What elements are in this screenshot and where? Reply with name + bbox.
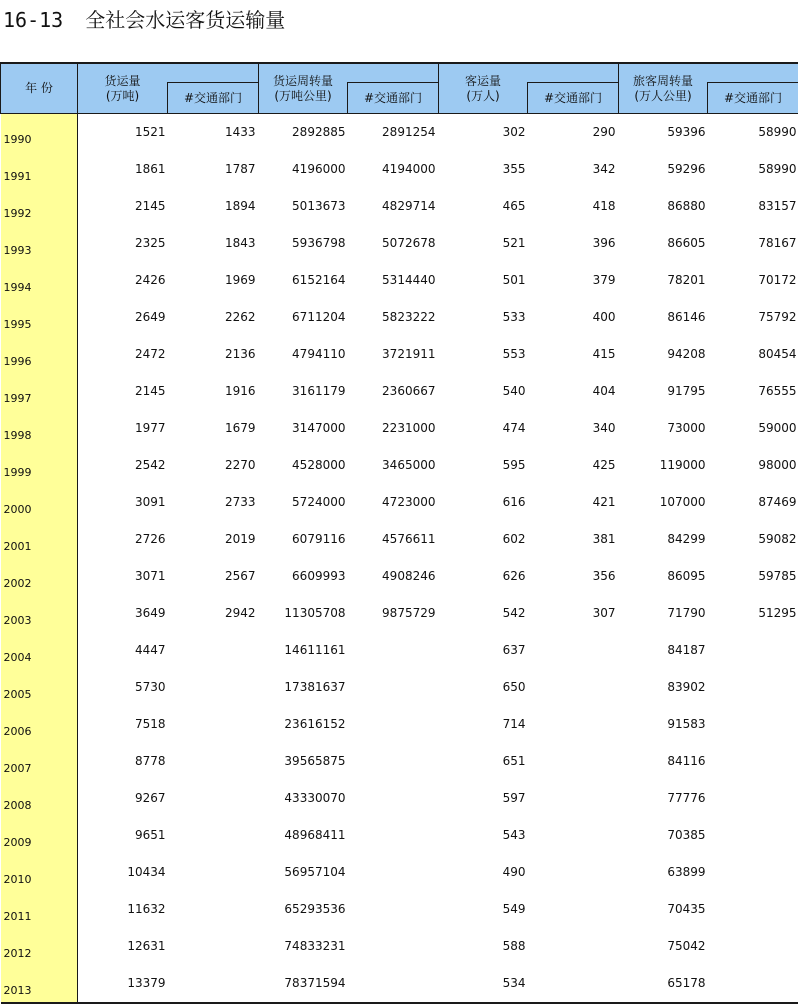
freight-volume-header: 货运量 (万吨)	[78, 63, 168, 113]
freight-volume-cell: 2325	[78, 225, 168, 262]
freight-turnover-transport-dept-cell: 2360667	[348, 373, 439, 410]
freight-turnover-transport-dept-cell	[348, 817, 439, 854]
freight-volume-transport-dept-cell	[168, 817, 259, 854]
freight-turnover-cell: 3147000	[259, 410, 348, 447]
passenger-turnover-transport-dept-cell	[708, 891, 798, 928]
passenger-turnover-cell: 59296	[619, 151, 708, 188]
passenger-turnover-transport-dept-cell: 59000	[708, 410, 798, 447]
passenger-turnover-cell: 75042	[619, 928, 708, 965]
table-row	[1, 373, 798, 410]
freight-turnover-transport-dept-header: #交通部门	[348, 82, 439, 113]
freight-turnover-cell: 6609993	[259, 558, 348, 595]
table-row	[1, 151, 798, 188]
freight-volume-cell: 10434	[78, 854, 168, 891]
table-row	[1, 632, 798, 669]
passenger-turnover-transport-dept-cell	[708, 854, 798, 891]
passenger-volume-cell: 651	[439, 743, 528, 780]
passenger-volume-cell: 540	[439, 373, 528, 410]
freight-volume-transport-dept-cell: 2733	[168, 484, 259, 521]
freight-turnover-cell: 65293536	[259, 891, 348, 928]
year-cell: 2008	[1, 780, 78, 817]
freight-volume-transport-dept-cell	[168, 706, 259, 743]
passenger-turnover-cell: 84116	[619, 743, 708, 780]
freight-turnover-cell: 43330070	[259, 780, 348, 817]
table-row	[1, 188, 798, 225]
freight-volume-cell: 2426	[78, 262, 168, 299]
freight-turnover-transport-dept-cell: 4829714	[348, 188, 439, 225]
freight-turnover-cell: 39565875	[259, 743, 348, 780]
freight-turnover-cell: 56957104	[259, 854, 348, 891]
passenger-volume-transport-dept-cell: 381	[528, 521, 619, 558]
year-cell: 1994	[1, 262, 78, 299]
freight-volume-cell: 3649	[78, 595, 168, 632]
freight-turnover-cell: 4794110	[259, 336, 348, 373]
freight-turnover-transport-dept-cell	[348, 632, 439, 669]
freight-volume-cell: 11632	[78, 891, 168, 928]
freight-volume-transport-dept-cell: 2567	[168, 558, 259, 595]
passenger-volume-cell: 533	[439, 299, 528, 336]
year-cell: 1999	[1, 447, 78, 484]
year-cell: 1995	[1, 299, 78, 336]
passenger-volume-cell: 355	[439, 151, 528, 188]
year-cell: 2009	[1, 817, 78, 854]
freight-turnover-transport-dept-cell	[348, 965, 439, 1003]
passenger-turnover-header-spacer	[708, 63, 798, 82]
freight-turnover-transport-dept-cell	[348, 706, 439, 743]
passenger-volume-transport-dept-cell: 379	[528, 262, 619, 299]
freight-volume-transport-dept-cell: 2019	[168, 521, 259, 558]
passenger-volume-transport-dept-header: #交通部门	[528, 82, 619, 113]
freight-volume-transport-dept-header: #交通部门	[168, 82, 259, 113]
passenger-volume-cell: 549	[439, 891, 528, 928]
passenger-volume-cell: 465	[439, 188, 528, 225]
passenger-turnover-transport-dept-cell: 87469	[708, 484, 798, 521]
freight-volume-cell: 12631	[78, 928, 168, 965]
freight-turnover-transport-dept-cell	[348, 891, 439, 928]
year-cell: 2003	[1, 595, 78, 632]
passenger-turnover-cell: 91795	[619, 373, 708, 410]
passenger-turnover-transport-dept-cell: 59785	[708, 558, 798, 595]
year-cell: 2006	[1, 706, 78, 743]
freight-volume-cell: 9267	[78, 780, 168, 817]
page-title	[3, 4, 285, 33]
table-row	[1, 447, 798, 484]
freight-volume-cell: 1977	[78, 410, 168, 447]
freight-turnover-transport-dept-cell	[348, 743, 439, 780]
passenger-volume-cell: 602	[439, 521, 528, 558]
table-row	[1, 780, 798, 817]
passenger-volume-transport-dept-cell	[528, 891, 619, 928]
freight-turnover-transport-dept-cell: 2231000	[348, 410, 439, 447]
passenger-turnover-transport-dept-cell	[708, 706, 798, 743]
freight-volume-cell: 1861	[78, 151, 168, 188]
passenger-volume-cell: 542	[439, 595, 528, 632]
passenger-volume-cell: 588	[439, 928, 528, 965]
freight-volume-cell: 1521	[78, 113, 168, 151]
freight-turnover-transport-dept-cell: 4723000	[348, 484, 439, 521]
passenger-turnover-transport-dept-header: #交通部门	[708, 82, 798, 113]
passenger-volume-cell: 490	[439, 854, 528, 891]
passenger-turnover-cell: 86605	[619, 225, 708, 262]
passenger-volume-transport-dept-cell: 340	[528, 410, 619, 447]
freight-volume-transport-dept-cell	[168, 632, 259, 669]
table-row	[1, 299, 798, 336]
table-row	[1, 410, 798, 447]
data-table	[0, 62, 798, 1004]
freight-turnover-cell: 6152164	[259, 262, 348, 299]
year-cell: 2000	[1, 484, 78, 521]
passenger-volume-cell: 637	[439, 632, 528, 669]
freight-turnover-header-spacer	[348, 63, 439, 82]
passenger-turnover-transport-dept-cell	[708, 780, 798, 817]
freight-volume-cell: 3071	[78, 558, 168, 595]
passenger-volume-transport-dept-cell: 400	[528, 299, 619, 336]
passenger-turnover-cell: 59396	[619, 113, 708, 151]
passenger-turnover-transport-dept-cell: 58990	[708, 151, 798, 188]
freight-turnover-cell: 2892885	[259, 113, 348, 151]
passenger-turnover-cell: 107000	[619, 484, 708, 521]
freight-volume-cell: 2649	[78, 299, 168, 336]
passenger-volume-transport-dept-cell	[528, 854, 619, 891]
table-row	[1, 262, 798, 299]
freight-turnover-cell: 5013673	[259, 188, 348, 225]
year-cell: 2005	[1, 669, 78, 706]
passenger-volume-transport-dept-cell	[528, 965, 619, 1003]
passenger-volume-transport-dept-cell: 290	[528, 113, 619, 151]
freight-volume-transport-dept-cell: 1894	[168, 188, 259, 225]
passenger-volume-header: 客运量 (万人)	[439, 63, 528, 113]
passenger-turnover-cell: 91583	[619, 706, 708, 743]
year-cell: 1993	[1, 225, 78, 262]
passenger-turnover-transport-dept-cell: 59082	[708, 521, 798, 558]
year-cell: 1990	[1, 113, 78, 151]
freight-turnover-cell: 17381637	[259, 669, 348, 706]
freight-volume-transport-dept-cell: 1843	[168, 225, 259, 262]
passenger-volume-cell: 474	[439, 410, 528, 447]
freight-turnover-transport-dept-cell: 3465000	[348, 447, 439, 484]
freight-turnover-cell: 74833231	[259, 928, 348, 965]
freight-turnover-transport-dept-cell	[348, 780, 439, 817]
freight-turnover-cell: 3161179	[259, 373, 348, 410]
passenger-turnover-transport-dept-cell	[708, 817, 798, 854]
year-cell: 1996	[1, 336, 78, 373]
freight-volume-transport-dept-cell: 1787	[168, 151, 259, 188]
freight-turnover-cell: 5936798	[259, 225, 348, 262]
passenger-turnover-cell: 65178	[619, 965, 708, 1003]
passenger-volume-transport-dept-cell: 425	[528, 447, 619, 484]
freight-volume-transport-dept-cell	[168, 965, 259, 1003]
passenger-turnover-cell: 73000	[619, 410, 708, 447]
freight-volume-transport-dept-cell: 1679	[168, 410, 259, 447]
passenger-turnover-transport-dept-cell	[708, 632, 798, 669]
freight-volume-cell: 2726	[78, 521, 168, 558]
passenger-turnover-transport-dept-cell	[708, 669, 798, 706]
table-row	[1, 484, 798, 521]
freight-turnover-transport-dept-cell: 5823222	[348, 299, 439, 336]
freight-volume-cell: 7518	[78, 706, 168, 743]
freight-turnover-transport-dept-cell: 4908246	[348, 558, 439, 595]
passenger-volume-cell: 534	[439, 965, 528, 1003]
passenger-volume-cell: 553	[439, 336, 528, 373]
passenger-volume-cell: 714	[439, 706, 528, 743]
year-cell: 1991	[1, 151, 78, 188]
passenger-turnover-transport-dept-cell: 98000	[708, 447, 798, 484]
freight-volume-cell: 5730	[78, 669, 168, 706]
freight-turnover-transport-dept-cell	[348, 928, 439, 965]
passenger-turnover-cell: 86146	[619, 299, 708, 336]
passenger-volume-cell: 650	[439, 669, 528, 706]
table-row	[1, 669, 798, 706]
passenger-volume-cell: 595	[439, 447, 528, 484]
passenger-turnover-transport-dept-cell: 75792	[708, 299, 798, 336]
table-row	[1, 743, 798, 780]
table-row	[1, 891, 798, 928]
passenger-volume-transport-dept-cell: 418	[528, 188, 619, 225]
passenger-volume-transport-dept-cell	[528, 817, 619, 854]
freight-turnover-cell: 4528000	[259, 447, 348, 484]
freight-turnover-cell: 11305708	[259, 595, 348, 632]
table-row	[1, 336, 798, 373]
passenger-volume-transport-dept-cell	[528, 928, 619, 965]
passenger-volume-cell: 626	[439, 558, 528, 595]
year-cell: 2002	[1, 558, 78, 595]
freight-volume-cell: 8778	[78, 743, 168, 780]
freight-volume-transport-dept-cell: 1433	[168, 113, 259, 151]
freight-volume-transport-dept-cell	[168, 891, 259, 928]
year-cell: 1998	[1, 410, 78, 447]
passenger-turnover-cell: 78201	[619, 262, 708, 299]
passenger-volume-transport-dept-cell: 421	[528, 484, 619, 521]
freight-turnover-transport-dept-cell: 4576611	[348, 521, 439, 558]
passenger-volume-cell: 501	[439, 262, 528, 299]
passenger-turnover-transport-dept-cell: 58990	[708, 113, 798, 151]
passenger-volume-transport-dept-cell	[528, 780, 619, 817]
passenger-volume-transport-dept-cell	[528, 632, 619, 669]
freight-volume-header-spacer	[168, 63, 259, 82]
freight-turnover-transport-dept-cell: 4194000	[348, 151, 439, 188]
passenger-turnover-cell: 84187	[619, 632, 708, 669]
passenger-turnover-transport-dept-cell: 51295	[708, 595, 798, 632]
freight-turnover-cell: 48968411	[259, 817, 348, 854]
table-number: 16-13	[3, 8, 63, 32]
table-row	[1, 706, 798, 743]
freight-volume-cell: 2472	[78, 336, 168, 373]
year-cell: 2010	[1, 854, 78, 891]
freight-volume-cell: 4447	[78, 632, 168, 669]
passenger-turnover-transport-dept-cell: 80454	[708, 336, 798, 373]
table-row	[1, 928, 798, 965]
passenger-volume-transport-dept-cell: 415	[528, 336, 619, 373]
passenger-turnover-transport-dept-cell: 76555	[708, 373, 798, 410]
passenger-turnover-transport-dept-cell	[708, 965, 798, 1003]
freight-volume-transport-dept-cell	[168, 854, 259, 891]
freight-volume-transport-dept-cell: 1969	[168, 262, 259, 299]
table-body	[1, 113, 798, 1003]
freight-volume-cell: 9651	[78, 817, 168, 854]
freight-volume-transport-dept-cell: 1916	[168, 373, 259, 410]
passenger-turnover-cell: 77776	[619, 780, 708, 817]
freight-turnover-cell: 5724000	[259, 484, 348, 521]
passenger-turnover-transport-dept-cell: 70172	[708, 262, 798, 299]
passenger-volume-transport-dept-cell	[528, 669, 619, 706]
year-cell: 2007	[1, 743, 78, 780]
freight-volume-transport-dept-cell: 2270	[168, 447, 259, 484]
passenger-volume-cell: 302	[439, 113, 528, 151]
passenger-turnover-cell: 84299	[619, 521, 708, 558]
table-row	[1, 521, 798, 558]
freight-turnover-transport-dept-cell: 5072678	[348, 225, 439, 262]
year-cell: 2013	[1, 965, 78, 1003]
passenger-turnover-cell: 71790	[619, 595, 708, 632]
passenger-turnover-transport-dept-cell	[708, 928, 798, 965]
passenger-volume-cell: 616	[439, 484, 528, 521]
freight-volume-transport-dept-cell: 2136	[168, 336, 259, 373]
passenger-volume-transport-dept-cell: 307	[528, 595, 619, 632]
table-title: 全社会水运客货运输量	[85, 8, 285, 32]
freight-volume-cell: 2145	[78, 373, 168, 410]
passenger-volume-transport-dept-cell: 396	[528, 225, 619, 262]
passenger-volume-cell: 543	[439, 817, 528, 854]
freight-turnover-cell: 14611161	[259, 632, 348, 669]
freight-volume-transport-dept-cell: 2942	[168, 595, 259, 632]
passenger-turnover-cell: 119000	[619, 447, 708, 484]
year-cell: 2004	[1, 632, 78, 669]
freight-volume-cell: 13379	[78, 965, 168, 1003]
freight-turnover-cell: 4196000	[259, 151, 348, 188]
table-row	[1, 225, 798, 262]
passenger-volume-transport-dept-cell: 356	[528, 558, 619, 595]
passenger-turnover-transport-dept-cell: 83157	[708, 188, 798, 225]
passenger-turnover-cell: 94208	[619, 336, 708, 373]
freight-turnover-cell: 6079116	[259, 521, 348, 558]
passenger-volume-transport-dept-cell: 342	[528, 151, 619, 188]
freight-turnover-cell: 23616152	[259, 706, 348, 743]
passenger-turnover-cell: 63899	[619, 854, 708, 891]
freight-volume-transport-dept-cell	[168, 928, 259, 965]
table-row	[1, 854, 798, 891]
passenger-turnover-transport-dept-cell: 78167	[708, 225, 798, 262]
freight-turnover-header: 货运周转量 (万吨公里)	[259, 63, 348, 113]
year-cell: 1997	[1, 373, 78, 410]
passenger-volume-transport-dept-cell	[528, 706, 619, 743]
freight-turnover-transport-dept-cell: 2891254	[348, 113, 439, 151]
passenger-turnover-cell: 83902	[619, 669, 708, 706]
passenger-volume-cell: 597	[439, 780, 528, 817]
table-row	[1, 595, 798, 632]
freight-volume-cell: 2542	[78, 447, 168, 484]
year-cell: 2011	[1, 891, 78, 928]
year-header: 年 份	[1, 63, 78, 113]
passenger-turnover-cell: 70435	[619, 891, 708, 928]
passenger-turnover-cell: 70385	[619, 817, 708, 854]
freight-volume-transport-dept-cell	[168, 743, 259, 780]
freight-turnover-transport-dept-cell: 5314440	[348, 262, 439, 299]
year-cell: 2012	[1, 928, 78, 965]
passenger-volume-header-spacer	[528, 63, 619, 82]
year-cell: 1992	[1, 188, 78, 225]
freight-turnover-cell: 78371594	[259, 965, 348, 1003]
passenger-turnover-cell: 86095	[619, 558, 708, 595]
freight-turnover-cell: 6711204	[259, 299, 348, 336]
passenger-turnover-cell: 86880	[619, 188, 708, 225]
table-row	[1, 817, 798, 854]
freight-volume-transport-dept-cell	[168, 669, 259, 706]
passenger-turnover-transport-dept-cell	[708, 743, 798, 780]
table-row	[1, 558, 798, 595]
passenger-volume-cell: 521	[439, 225, 528, 262]
passenger-volume-transport-dept-cell	[528, 743, 619, 780]
year-cell: 2001	[1, 521, 78, 558]
freight-volume-cell: 3091	[78, 484, 168, 521]
table-row	[1, 113, 798, 151]
table-row	[1, 965, 798, 1003]
freight-turnover-transport-dept-cell: 3721911	[348, 336, 439, 373]
passenger-volume-transport-dept-cell: 404	[528, 373, 619, 410]
freight-turnover-transport-dept-cell: 9875729	[348, 595, 439, 632]
freight-turnover-transport-dept-cell	[348, 854, 439, 891]
freight-volume-transport-dept-cell	[168, 780, 259, 817]
freight-turnover-transport-dept-cell	[348, 669, 439, 706]
freight-volume-transport-dept-cell: 2262	[168, 299, 259, 336]
freight-volume-cell: 2145	[78, 188, 168, 225]
passenger-turnover-header: 旅客周转量 (万人公里)	[619, 63, 708, 113]
